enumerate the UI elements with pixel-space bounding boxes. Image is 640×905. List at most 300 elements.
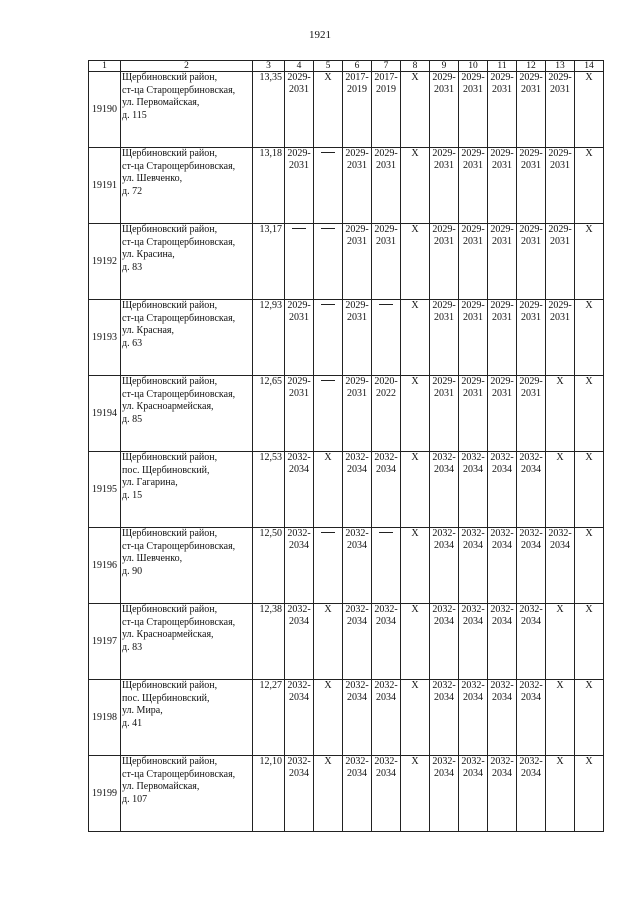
period-start: 2032- bbox=[374, 452, 398, 463]
address-line: Щербиновский район, bbox=[122, 756, 218, 767]
period-start: 2032- bbox=[519, 756, 543, 767]
schedule-cell bbox=[488, 224, 517, 300]
schedule-cell: X bbox=[401, 528, 430, 604]
period-start: 2032- bbox=[345, 680, 369, 691]
period-start: 2029- bbox=[432, 72, 456, 83]
row-id-cell: 19190 bbox=[89, 72, 121, 148]
address-line: Щербиновский район, bbox=[122, 224, 218, 235]
schedule-cell bbox=[488, 680, 517, 756]
period-start: 2032- bbox=[461, 604, 485, 615]
period-start: 2029- bbox=[345, 148, 369, 159]
schedule-cell bbox=[517, 452, 546, 528]
schedule-cell bbox=[343, 604, 372, 680]
schedule-cell bbox=[546, 72, 575, 148]
dash-mark bbox=[379, 532, 393, 533]
schedule-cell: X bbox=[401, 604, 430, 680]
address-line: ул. Мира, bbox=[122, 705, 163, 716]
address-cell bbox=[121, 452, 253, 528]
period-end: 2031 bbox=[289, 312, 309, 323]
schedule-cell bbox=[459, 680, 488, 756]
period-end: 2031 bbox=[463, 84, 483, 95]
row-id-cell: 19192 bbox=[89, 224, 121, 300]
schedule-cell bbox=[285, 604, 314, 680]
address-line: ст-ца Старощербиновская, bbox=[122, 616, 236, 628]
schedule-cell bbox=[285, 224, 314, 300]
address-line: Щербиновский район, bbox=[122, 72, 218, 83]
column-number-cell: 11 bbox=[488, 61, 517, 72]
address-line: д. 63 bbox=[122, 337, 143, 349]
schedule-cell bbox=[430, 528, 459, 604]
value-cell: 13,18 bbox=[253, 148, 285, 224]
period-end: 2034 bbox=[376, 616, 396, 627]
period-start: 2029- bbox=[519, 148, 543, 159]
schedule-cell bbox=[488, 528, 517, 604]
period-end: 2031 bbox=[434, 160, 454, 171]
period-end: 2034 bbox=[434, 692, 454, 703]
period-end: 2034 bbox=[289, 616, 309, 627]
schedule-cell: X bbox=[401, 452, 430, 528]
address-line: Щербиновский район, bbox=[122, 680, 218, 691]
dash-mark bbox=[321, 380, 335, 381]
table-row bbox=[89, 224, 604, 300]
period-end: 2034 bbox=[463, 540, 483, 551]
schedule-cell bbox=[343, 72, 372, 148]
schedule-cell bbox=[517, 224, 546, 300]
period-end: 2031 bbox=[376, 160, 396, 171]
schedule-cell bbox=[372, 452, 401, 528]
schedule-cell: X bbox=[314, 452, 343, 528]
period-start: 2017- bbox=[374, 72, 398, 83]
period-start: 2029- bbox=[461, 376, 485, 387]
address-line: д. 72 bbox=[122, 185, 143, 197]
schedule-cell bbox=[517, 680, 546, 756]
row-id-cell: 19196 bbox=[89, 528, 121, 604]
address-line: ст-ца Старощербиновская, bbox=[122, 540, 236, 552]
schedule-cell bbox=[517, 528, 546, 604]
period-start: 2032- bbox=[345, 528, 369, 539]
table-row bbox=[89, 680, 604, 756]
schedule-cell bbox=[459, 72, 488, 148]
table-row bbox=[89, 756, 604, 832]
schedule-cell bbox=[343, 680, 372, 756]
period-start: 2032- bbox=[432, 680, 456, 691]
schedule-cell bbox=[285, 376, 314, 452]
period-end: 2031 bbox=[492, 388, 512, 399]
schedule-cell: X bbox=[401, 300, 430, 376]
period-end: 2031 bbox=[492, 160, 512, 171]
schedule-cell: X bbox=[546, 376, 575, 452]
period-end: 2034 bbox=[521, 768, 541, 779]
address-line: д. 115 bbox=[122, 109, 147, 121]
housing-repair-schedule-table bbox=[88, 60, 604, 832]
period-end: 2031 bbox=[289, 84, 309, 95]
period-start: 2029- bbox=[374, 148, 398, 159]
address-line: ул. Первомайская, bbox=[122, 97, 200, 108]
table-row bbox=[89, 528, 604, 604]
address-line: ст-ца Старощербиновская, bbox=[122, 388, 236, 400]
schedule-cell bbox=[546, 148, 575, 224]
row-id-cell: 19195 bbox=[89, 452, 121, 528]
schedule-cell bbox=[488, 756, 517, 832]
row-id-cell: 19199 bbox=[89, 756, 121, 832]
schedule-cell bbox=[372, 300, 401, 376]
address-line: ст-ца Старощербиновская, bbox=[122, 84, 236, 96]
period-start: 2032- bbox=[287, 528, 311, 539]
address-line: ул. Шевченко, bbox=[122, 173, 183, 184]
schedule-cell bbox=[546, 224, 575, 300]
schedule-cell bbox=[372, 528, 401, 604]
period-end: 2031 bbox=[434, 388, 454, 399]
column-number-cell: 4 bbox=[285, 61, 314, 72]
schedule-cell bbox=[459, 604, 488, 680]
schedule-cell: X bbox=[314, 72, 343, 148]
schedule-cell: X bbox=[575, 604, 604, 680]
value-cell: 13,17 bbox=[253, 224, 285, 300]
column-number-cell: 3 bbox=[253, 61, 285, 72]
period-start: 2032- bbox=[345, 756, 369, 767]
period-end: 2031 bbox=[463, 388, 483, 399]
period-end: 2034 bbox=[434, 464, 454, 475]
schedule-cell: X bbox=[575, 376, 604, 452]
schedule-cell bbox=[372, 680, 401, 756]
period-end: 2031 bbox=[434, 312, 454, 323]
schedule-cell bbox=[430, 224, 459, 300]
schedule-cell: X bbox=[401, 148, 430, 224]
schedule-cell bbox=[430, 604, 459, 680]
schedule-cell: X bbox=[401, 72, 430, 148]
period-end: 2034 bbox=[492, 616, 512, 627]
period-start: 2029- bbox=[461, 224, 485, 235]
column-number-cell: 10 bbox=[459, 61, 488, 72]
table-row bbox=[89, 376, 604, 452]
column-number-cell: 6 bbox=[343, 61, 372, 72]
schedule-cell bbox=[488, 72, 517, 148]
period-start: 2032- bbox=[432, 528, 456, 539]
period-end: 2034 bbox=[463, 616, 483, 627]
period-end: 2034 bbox=[289, 464, 309, 475]
schedule-cell: X bbox=[546, 452, 575, 528]
schedule-cell: X bbox=[401, 224, 430, 300]
address-line: ул. Красноармейская, bbox=[122, 629, 214, 640]
period-start: 2032- bbox=[432, 452, 456, 463]
schedule-cell bbox=[459, 148, 488, 224]
column-number-cell: 5 bbox=[314, 61, 343, 72]
schedule-cell: X bbox=[575, 148, 604, 224]
schedule-cell bbox=[488, 452, 517, 528]
period-end: 2031 bbox=[376, 236, 396, 247]
schedule-cell bbox=[488, 376, 517, 452]
period-start: 2029- bbox=[490, 148, 514, 159]
address-line: д. 41 bbox=[122, 717, 143, 729]
address-line: Щербиновский район, bbox=[122, 300, 218, 311]
schedule-cell bbox=[285, 148, 314, 224]
period-end: 2031 bbox=[463, 236, 483, 247]
schedule-cell bbox=[285, 300, 314, 376]
address-line: ст-ца Старощербиновская, bbox=[122, 160, 236, 172]
period-end: 2031 bbox=[463, 312, 483, 323]
period-start: 2029- bbox=[461, 300, 485, 311]
page-number: 1921 bbox=[309, 29, 331, 41]
table-row bbox=[89, 452, 604, 528]
column-number-cell: 12 bbox=[517, 61, 546, 72]
period-start: 2032- bbox=[374, 604, 398, 615]
address-line: ул. Красноармейская, bbox=[122, 401, 214, 412]
period-start: 2029- bbox=[490, 72, 514, 83]
address-line: пос. Щербиновский, bbox=[122, 464, 210, 476]
address-line: ст-ца Старощербиновская, bbox=[122, 312, 236, 324]
period-start: 2029- bbox=[548, 72, 572, 83]
column-number-cell: 8 bbox=[401, 61, 430, 72]
schedule-cell bbox=[285, 756, 314, 832]
period-end: 2019 bbox=[376, 84, 396, 95]
dash-mark bbox=[379, 304, 393, 305]
schedule-cell bbox=[517, 148, 546, 224]
address-line: д. 107 bbox=[122, 793, 148, 805]
address-line: д. 85 bbox=[122, 413, 143, 425]
schedule-cell: X bbox=[575, 224, 604, 300]
schedule-cell bbox=[343, 452, 372, 528]
period-start: 2032- bbox=[461, 452, 485, 463]
schedule-cell bbox=[459, 756, 488, 832]
schedule-cell bbox=[517, 756, 546, 832]
table-row bbox=[89, 604, 604, 680]
period-end: 2031 bbox=[289, 388, 309, 399]
schedule-cell bbox=[372, 72, 401, 148]
row-id-cell: 19193 bbox=[89, 300, 121, 376]
dash-mark bbox=[321, 304, 335, 305]
schedule-cell bbox=[372, 604, 401, 680]
period-start: 2029- bbox=[432, 300, 456, 311]
address-line: д. 83 bbox=[122, 261, 143, 273]
value-cell: 12,65 bbox=[253, 376, 285, 452]
schedule-cell: X bbox=[546, 756, 575, 832]
period-start: 2032- bbox=[345, 604, 369, 615]
address-cell bbox=[121, 72, 253, 148]
period-start: 2029- bbox=[461, 72, 485, 83]
period-end: 2034 bbox=[376, 692, 396, 703]
period-end: 2019 bbox=[347, 84, 367, 95]
address-line: Щербиновский район, bbox=[122, 148, 218, 159]
schedule-cell bbox=[517, 604, 546, 680]
period-start: 2029- bbox=[287, 148, 311, 159]
period-start: 2029- bbox=[287, 376, 311, 387]
period-end: 2034 bbox=[347, 768, 367, 779]
schedule-cell: X bbox=[314, 680, 343, 756]
period-start: 2032- bbox=[461, 756, 485, 767]
period-start: 2032- bbox=[287, 452, 311, 463]
schedule-cell: X bbox=[401, 756, 430, 832]
address-line: Щербиновский район, bbox=[122, 604, 218, 615]
period-end: 2031 bbox=[289, 160, 309, 171]
period-start: 2032- bbox=[490, 604, 514, 615]
address-cell bbox=[121, 224, 253, 300]
column-number-cell: 14 bbox=[575, 61, 604, 72]
schedule-cell: X bbox=[546, 680, 575, 756]
period-end: 2034 bbox=[289, 540, 309, 551]
period-end: 2034 bbox=[289, 768, 309, 779]
schedule-cell: X bbox=[575, 300, 604, 376]
period-start: 2029- bbox=[432, 148, 456, 159]
address-cell bbox=[121, 148, 253, 224]
address-line: пос. Щербиновский, bbox=[122, 692, 210, 704]
schedule-cell bbox=[488, 300, 517, 376]
dash-mark bbox=[292, 228, 306, 229]
period-start: 2029- bbox=[461, 148, 485, 159]
address-cell bbox=[121, 604, 253, 680]
period-start: 2032- bbox=[548, 528, 572, 539]
column-number-cell: 1 bbox=[89, 61, 121, 72]
schedule-cell bbox=[459, 528, 488, 604]
value-cell: 13,35 bbox=[253, 72, 285, 148]
period-end: 2031 bbox=[347, 312, 367, 323]
period-start: 2029- bbox=[519, 300, 543, 311]
period-start: 2029- bbox=[432, 224, 456, 235]
schedule-cell bbox=[285, 452, 314, 528]
row-id-cell: 19194 bbox=[89, 376, 121, 452]
period-start: 2032- bbox=[490, 680, 514, 691]
schedule-cell bbox=[372, 376, 401, 452]
period-end: 2031 bbox=[492, 84, 512, 95]
schedule-cell: X bbox=[546, 604, 575, 680]
period-start: 2032- bbox=[490, 756, 514, 767]
schedule-cell bbox=[459, 452, 488, 528]
period-start: 2029- bbox=[490, 376, 514, 387]
period-start: 2032- bbox=[287, 756, 311, 767]
period-start: 2032- bbox=[519, 604, 543, 615]
address-line: д. 90 bbox=[122, 565, 143, 577]
period-start: 2029- bbox=[345, 300, 369, 311]
period-end: 2031 bbox=[550, 236, 570, 247]
schedule-cell bbox=[343, 528, 372, 604]
period-end: 2031 bbox=[521, 84, 541, 95]
row-id-cell: 19191 bbox=[89, 148, 121, 224]
column-number-cell: 2 bbox=[121, 61, 253, 72]
row-id-cell: 19198 bbox=[89, 680, 121, 756]
period-start: 2029- bbox=[490, 224, 514, 235]
period-start: 2029- bbox=[374, 224, 398, 235]
column-number-cell: 9 bbox=[430, 61, 459, 72]
period-end: 2034 bbox=[463, 768, 483, 779]
schedule-cell bbox=[517, 376, 546, 452]
address-cell bbox=[121, 376, 253, 452]
period-start: 2029- bbox=[548, 300, 572, 311]
address-line: ст-ца Старощербиновская, bbox=[122, 236, 236, 248]
schedule-cell bbox=[430, 148, 459, 224]
period-end: 2031 bbox=[521, 236, 541, 247]
value-cell: 12,10 bbox=[253, 756, 285, 832]
address-line: ул. Красина, bbox=[122, 249, 175, 260]
period-start: 2029- bbox=[432, 376, 456, 387]
schedule-cell bbox=[372, 224, 401, 300]
value-cell: 12,27 bbox=[253, 680, 285, 756]
period-end: 2034 bbox=[434, 616, 454, 627]
schedule-cell bbox=[314, 300, 343, 376]
period-start: 2029- bbox=[345, 224, 369, 235]
period-start: 2032- bbox=[519, 452, 543, 463]
address-line: Щербиновский район, bbox=[122, 376, 218, 387]
address-line: Щербиновский район, bbox=[122, 452, 218, 463]
period-start: 2032- bbox=[519, 528, 543, 539]
period-start: 2029- bbox=[519, 376, 543, 387]
column-number-cell: 7 bbox=[372, 61, 401, 72]
period-end: 2034 bbox=[434, 768, 454, 779]
address-line: ст-ца Старощербиновская, bbox=[122, 768, 236, 780]
schedule-cell bbox=[517, 300, 546, 376]
period-end: 2034 bbox=[550, 540, 570, 551]
schedule-cell bbox=[343, 224, 372, 300]
schedule-cell bbox=[285, 528, 314, 604]
period-end: 2031 bbox=[492, 312, 512, 323]
address-cell bbox=[121, 528, 253, 604]
schedule-cell: X bbox=[575, 72, 604, 148]
period-start: 2020- bbox=[374, 376, 398, 387]
period-start: 2032- bbox=[461, 680, 485, 691]
schedule-cell bbox=[430, 756, 459, 832]
period-end: 2031 bbox=[550, 160, 570, 171]
period-start: 2032- bbox=[374, 680, 398, 691]
value-cell: 12,50 bbox=[253, 528, 285, 604]
address-cell bbox=[121, 300, 253, 376]
dash-mark bbox=[321, 152, 335, 153]
address-cell bbox=[121, 680, 253, 756]
period-start: 2029- bbox=[287, 72, 311, 83]
period-start: 2029- bbox=[519, 72, 543, 83]
dash-mark bbox=[321, 532, 335, 533]
period-end: 2034 bbox=[376, 464, 396, 475]
period-end: 2034 bbox=[521, 540, 541, 551]
period-end: 2034 bbox=[492, 692, 512, 703]
period-end: 2034 bbox=[347, 692, 367, 703]
period-start: 2032- bbox=[432, 756, 456, 767]
period-end: 2031 bbox=[550, 84, 570, 95]
address-line: Щербиновский район, bbox=[122, 528, 218, 539]
period-end: 2031 bbox=[492, 236, 512, 247]
schedule-cell bbox=[517, 72, 546, 148]
period-start: 2029- bbox=[345, 376, 369, 387]
period-start: 2029- bbox=[548, 224, 572, 235]
dash-mark bbox=[321, 228, 335, 229]
period-end: 2031 bbox=[434, 236, 454, 247]
column-number-cell: 13 bbox=[546, 61, 575, 72]
schedule-cell: X bbox=[314, 756, 343, 832]
value-cell: 12,38 bbox=[253, 604, 285, 680]
schedule-cell bbox=[430, 72, 459, 148]
schedule-cell bbox=[314, 148, 343, 224]
period-start: 2032- bbox=[345, 452, 369, 463]
period-end: 2034 bbox=[463, 464, 483, 475]
schedule-cell bbox=[459, 376, 488, 452]
schedule-cell: X bbox=[575, 756, 604, 832]
schedule-cell bbox=[372, 148, 401, 224]
schedule-cell: X bbox=[314, 604, 343, 680]
address-line: ул. Шевченко, bbox=[122, 553, 183, 564]
schedule-cell: X bbox=[575, 680, 604, 756]
value-cell: 12,93 bbox=[253, 300, 285, 376]
schedule-cell: X bbox=[575, 528, 604, 604]
period-start: 2017- bbox=[345, 72, 369, 83]
period-end: 2031 bbox=[347, 388, 367, 399]
period-start: 2032- bbox=[490, 528, 514, 539]
value-cell: 12,53 bbox=[253, 452, 285, 528]
schedule-cell bbox=[343, 376, 372, 452]
table-row bbox=[89, 72, 604, 148]
period-start: 2032- bbox=[287, 680, 311, 691]
period-end: 2022 bbox=[376, 388, 396, 399]
address-line: ул. Гагарина, bbox=[122, 477, 178, 488]
schedule-cell bbox=[314, 528, 343, 604]
period-end: 2034 bbox=[492, 464, 512, 475]
schedule-cell bbox=[430, 680, 459, 756]
